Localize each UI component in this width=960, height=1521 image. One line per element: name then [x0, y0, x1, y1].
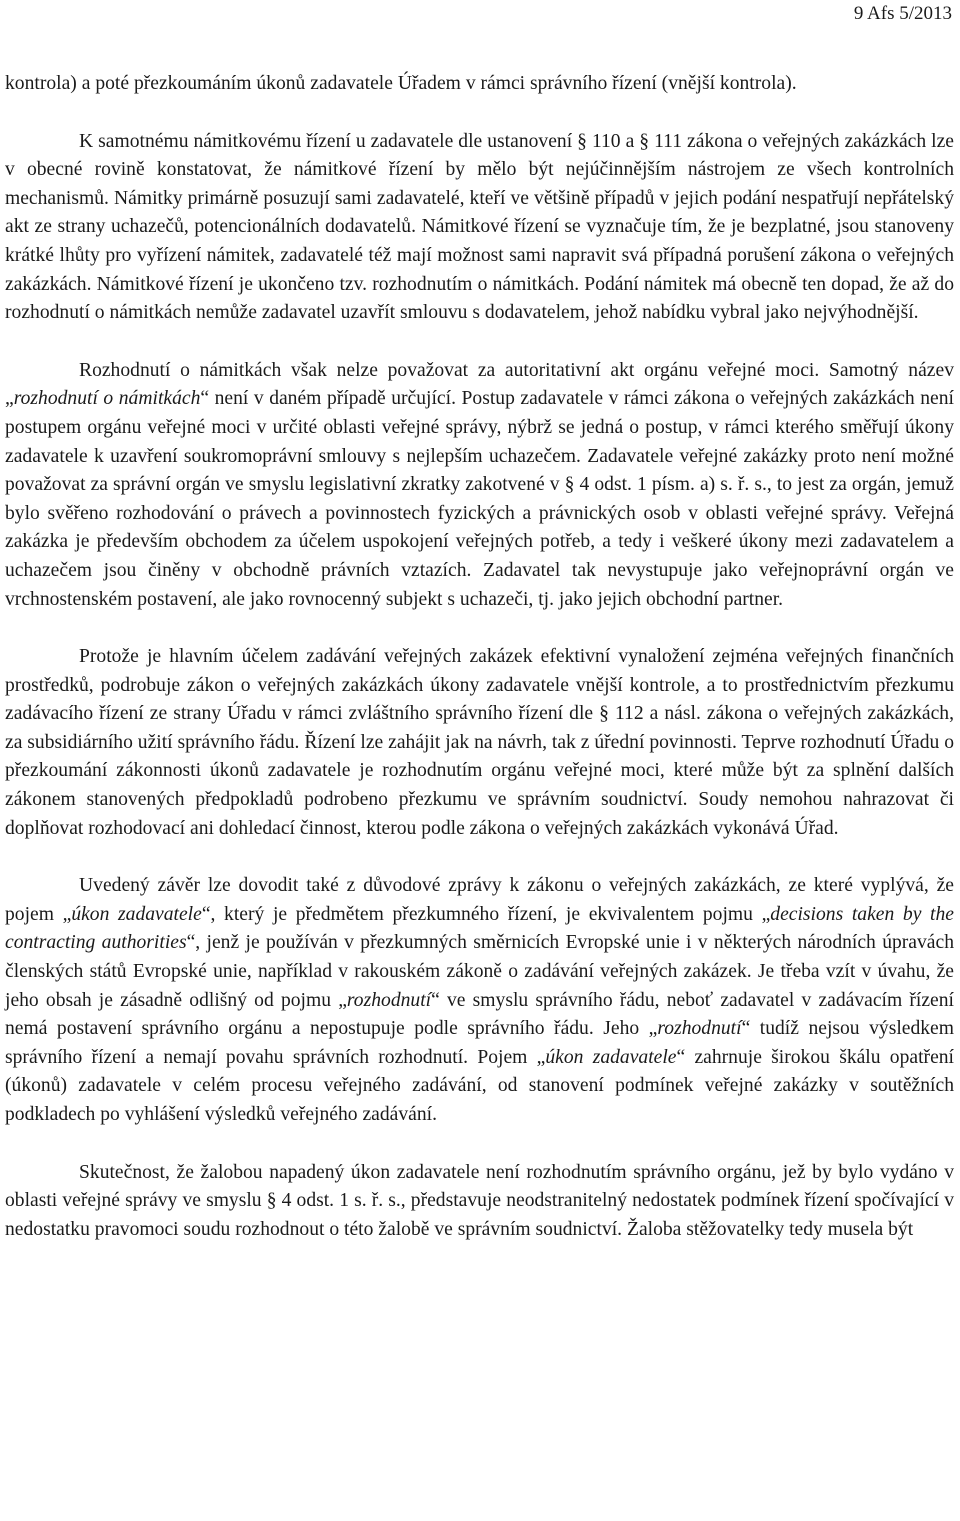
- paragraph-external-control: [5, 643, 954, 843]
- text-segment: “, který je předmětem přezkumného řízení, je ekvivalentem pojmu „: [201, 903, 771, 925]
- case-number: 9 Afs 5/2013: [853, 3, 952, 24]
- text-segment: Protože je hlavním účelem zadávání veřejných zakázek efektivní vynaložení zejména veřejných finančních prostředků, podrobuje zákon o veřejných zakázkách úkony zadavatele vnější kontrole, a to prostřednictvím přezkumu zadávacího řízení ze strany Úřadu v rámci zvláštního správního řízení dle § 112 a násl. zákona o veřejných zakázkách, za subsidiárního užití správního řádu. Řízení lze zahájit jak na návrh, tak z úřední povinnosti. Teprve rozhodnutí Úřadu o přezkoumání zákonnosti úkonů zadavatele je rozhodnutím orgánu veřejné moci, které může být za splnění dalších zákonem stanovených předpokladů podrobeno přezkumu ve správním soudnictví. Soudy nemohou nahrazovat či doplňovat rozhodovací ani dohledací činnost, kterou podle zákona o veřejných zakázkách vykonává Úřad.: [5, 646, 954, 839]
- text-segment: kontrola) a poté přezkoumáním úkonů zadavatele Úřadem v rámci správního řízení (vnější kontrola).: [5, 73, 797, 94]
- italic-term: rozhodnutí: [346, 989, 432, 1011]
- text-segment: “ není v daném případě určující. Postup zadavatele v rámci zákona o veřejných zakázkách není postupem orgánu veřejné moci v určité oblasti veřejné správy, nýbrž se jedná o postup, v rámci kterého směřují úkony zadavatele k uzavření soukromoprávní smlouvy s nejlepším uchazečem. Zadavatele veřejné zakázky proto není možné považovat za správní orgán ve smyslu legislativní zkratky zakotvené v § 4 odst. 1 písm. a) s. ř. s., to jest za orgán, jemuž bylo svěřeno rozhodování o právech a povinnostech fyzických a právnických osob v oblasti veřejné správy. Veřejná zakázka je především obchodem za účelem uspokojení veřejných potřeb, a tedy i veškeré úkony mezi zadavatelem a uchazečem jsou činěny v obchodně právních vztazích. Zadavatel tak nevystupuje jako veřejnoprávní orgán ve vrchnostenském postavení, ale jako rovnocenný subjekt s uchazeči, tj. jako jejich obchodní partner.: [5, 388, 954, 610]
- italic-term: decisions taken by the contracting authorities: [5, 903, 954, 954]
- case-number-header: [5, 0, 954, 44]
- paragraph-objections-procedure: [5, 128, 954, 328]
- text-segment: “ tudíž nejsou výsledkem správního řízení a nemají povahu správních rozhodnutí. Pojem „: [5, 1018, 954, 1068]
- paragraph-continuation: [5, 70, 954, 99]
- paragraph-explanatory-report: [5, 872, 954, 1129]
- text-segment: K samotnému námitkovému řízení u zadavatele dle ustanovení § 110 a § 111 zákona o veřejných zakázkách lze v obecné rovině konstatovat, že námitkové řízení by mělo být nejúčinnějším nástrojem ze všech kontrolních mechanismů. Námitky primárně posuzují sami zadavatelé, kteří ve většině případů v jejich podání nespatřují nepřátelský akt ze strany uchazečů, potencionálních dodavatelů. Námitkové řízení se vyznačuje tím, že je bezplatné, jsou stanoveny krátké lhůty pro vyřízení námitek, zadavatelé též mají možnost sami napravit svá případná porušení zákona o veřejných zakázkách. Námitkové řízení je ukončeno tzv. rozhodnutím o námitkách. Podání námitek má obecně ten dopad, že až do rozhodnutí o námitkách nemůže zadavatel uzavřít smlouvu s dodavatelem, jehož nabídku vybral jako nejvýhodnější.: [5, 130, 954, 324]
- paragraph-conclusion: [5, 1159, 954, 1245]
- italic-term: úkon zadavatele: [545, 1046, 677, 1068]
- italic-term: rozhodnutí: [657, 1018, 742, 1040]
- italic-term: úkon zadavatele: [71, 903, 202, 925]
- text-segment: “ zahrnuje širokou škálu opatření (úkonů) zadavatele v celém procesu veřejného zadávání, od stanovení podmínek veřejné zakázky v soutěžních podkladech po vyhlášení výsledků veřejného zadávání.: [5, 1046, 955, 1125]
- text-segment: “, jenž je používán v přezkumných směrnicích Evropské unie i v některých národních úpravách členských států Evropské unie, například v rakouském zákoně o zadávání veřejných zakázek. Je třeba vzít v úvahu, že jeho obsah je zásadně odlišný od pojmu „: [5, 932, 954, 1011]
- text-segment: Uvedený závěr lze dovodit také z důvodové zprávy k zákonu o veřejných zakázkách, ze které vyplývá, že pojem „: [5, 875, 954, 925]
- paragraph-decision-on-objections: [5, 357, 954, 614]
- italic-term: rozhodnutí o námitkách: [13, 388, 201, 410]
- text-segment: “ ve smyslu správního řádu, neboť zadavatel v zadávacím řízení nemá postavení správního orgánu a nepostupuje podle správního řádu. Jeho „: [5, 989, 954, 1040]
- text-segment: Rozhodnutí o námitkách však nelze považovat za autoritativní akt orgánu veřejné moci. Samotný název „: [5, 359, 954, 410]
- text-segment: Skutečnost, že žalobou napadený úkon zadavatele není rozhodnutím správního orgánu, jež by bylo vydáno v oblasti veřejné správy ve smyslu § 4 odst. 1 s. ř. s., představuje neodstranitelný nedostatek podmínek řízení spočívající v nedostatku pravomoci soudu rozhodnout o této žalobě ve správním soudnictví. Žaloba stěžovatelky tedy musela být: [5, 1161, 954, 1240]
